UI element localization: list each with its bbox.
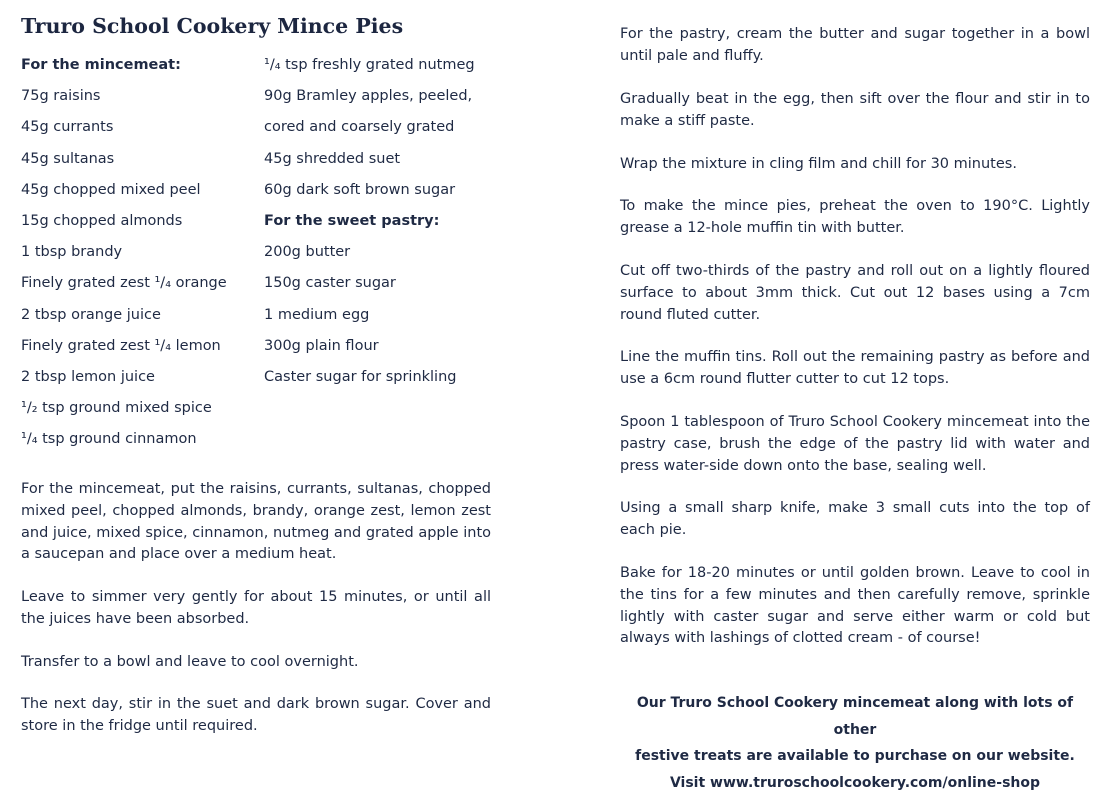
ingredient: Caster sugar for sprinkling — [264, 362, 475, 393]
pastry-heading: For the sweet pastry: — [264, 206, 475, 237]
ingredient: 75g raisins — [21, 81, 227, 112]
method-step: Leave to simmer very gently for about 15 minutes, or until all the juices have been absorbed. — [21, 587, 491, 631]
ingredient: cored and coarsely grated — [264, 112, 475, 143]
method-step: Line the muffin tins. Roll out the remaining pastry as before and use a 6cm round flutter cutter to cut 12 tops. — [620, 347, 1090, 391]
ingredient: Finely grated zest ¹/₄ lemon — [21, 331, 227, 362]
ingredient: 2 tbsp orange juice — [21, 300, 227, 331]
promo-line: Our Truro School Cookery mincemeat along with lots of other — [620, 690, 1090, 743]
ingredient: 1 tbsp brandy — [21, 237, 227, 268]
promo-line: festive treats are available to purchase on our website. — [620, 743, 1090, 770]
method-step: The next day, stir in the suet and dark brown sugar. Cover and store in the fridge until required. — [21, 694, 491, 738]
ingredient: 2 tbsp lemon juice — [21, 362, 227, 393]
mincemeat-heading: For the mincemeat: — [21, 50, 227, 81]
method-step: For the mincemeat, put the raisins, currants, sultanas, chopped mixed peel, chopped almonds, brandy, orange zest, lemon zest and juice, mixed spice, cinnamon, nutmeg and grated apple into a saucepan and place over a medium heat. — [21, 479, 491, 566]
ingredient: ¹/₄ tsp freshly grated nutmeg — [264, 50, 475, 81]
ingredient: 1 medium egg — [264, 300, 475, 331]
ingredient: 300g plain flour — [264, 331, 475, 362]
ingredient: ¹/₄ tsp ground cinnamon — [21, 424, 227, 455]
method-step: Transfer to a bowl and leave to cool overnight. — [21, 652, 491, 674]
ingredients-column-1 — [21, 50, 227, 455]
ingredient: 45g shredded suet — [264, 144, 475, 175]
method-step: Gradually beat in the egg, then sift over the flour and stir in to make a stiff paste. — [620, 89, 1090, 133]
shop-promo — [620, 690, 1090, 796]
ingredient: 90g Bramley apples, peeled, — [264, 81, 475, 112]
method-step: To make the mince pies, preheat the oven to 190°C. Lightly grease a 12-hole muffin tin with butter. — [620, 196, 1090, 240]
website-link[interactable]: Visit www.truroschoolcookery.com/online-shop — [620, 770, 1090, 796]
recipe-title: Truro School Cookery Mince Pies — [21, 14, 403, 38]
method-step: Wrap the mixture in cling film and chill for 30 minutes. — [620, 154, 1090, 176]
method-step: Cut off two-thirds of the pastry and roll out on a lightly floured surface to about 3mm thick. Cut out 12 bases using a 7cm round fluted cutter. — [620, 261, 1090, 326]
ingredient: 150g caster sugar — [264, 268, 475, 299]
method-step: For the pastry, cream the butter and sugar together in a bowl until pale and fluffy. — [620, 24, 1090, 68]
ingredient: Finely grated zest ¹/₄ orange — [21, 268, 227, 299]
method-step: Using a small sharp knife, make 3 small cuts into the top of each pie. — [620, 498, 1090, 542]
ingredient: 45g chopped mixed peel — [21, 175, 227, 206]
ingredient: 60g dark soft brown sugar — [264, 175, 475, 206]
ingredient: ¹/₂ tsp ground mixed spice — [21, 393, 227, 424]
ingredient: 45g sultanas — [21, 144, 227, 175]
method-step: Bake for 18-20 minutes or until golden brown. Leave to cool in the tins for a few minutes and then carefully remove, sprinkle lightly with caster sugar and serve either warm or cold but always with lashings of clotted cream - of course! — [620, 563, 1090, 650]
ingredient: 15g chopped almonds — [21, 206, 227, 237]
ingredients-column-2 — [264, 50, 475, 393]
method-step: Spoon 1 tablespoon of Truro School Cookery mincemeat into the pastry case, brush the edge of the pastry lid with water and press water-side down onto the base, sealing well. — [620, 412, 1090, 477]
ingredient: 45g currants — [21, 112, 227, 143]
ingredient: 200g butter — [264, 237, 475, 268]
